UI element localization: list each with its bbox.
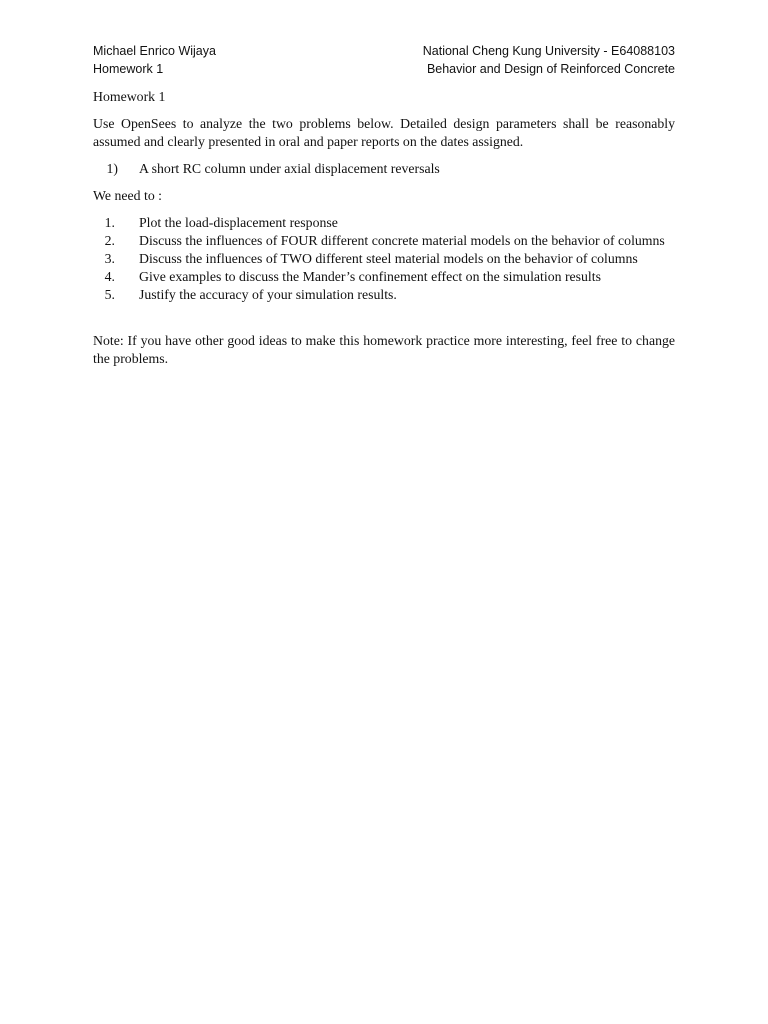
problem-number: 1) [106, 161, 118, 176]
task-item [93, 214, 675, 232]
task-number: 1. [104, 215, 115, 230]
header-row-top [93, 43, 675, 61]
task-text: Discuss the influences of TWO different steel material models on the behavior of columns [139, 251, 638, 266]
author-name: Michael Enrico Wijaya [93, 44, 216, 58]
task-text: Discuss the influences of FOUR different concrete material models on the behavior of columns [139, 233, 665, 248]
task-number: 2. [104, 233, 115, 248]
task-item [93, 250, 675, 268]
document-body [93, 88, 675, 368]
task-text: Justify the accuracy of your simulation results. [139, 287, 397, 302]
tasks-intro: We need to : [93, 188, 162, 203]
header-row-bottom [93, 61, 675, 79]
problem-item [93, 160, 675, 178]
intro-paragraph: Use OpenSees to analyze the two problems below. Detailed design parameters shall be reasonably assumed and clearly presented in oral and paper reports on the dates assigned. [93, 116, 675, 149]
task-number: 4. [104, 269, 115, 284]
page-header [93, 43, 675, 78]
task-item [93, 232, 675, 250]
task-text: Plot the load-displacement response [139, 215, 338, 230]
task-list [93, 214, 675, 304]
assignment-heading: Homework 1 [93, 89, 166, 104]
course-name: Behavior and Design of Reinforced Concrete [426, 61, 675, 76]
problem-text: A short RC column under axial displacement reversals [139, 161, 440, 176]
task-number: 3. [104, 251, 115, 266]
task-text: Give examples to discuss the Mander’s confinement effect on the simulation results [139, 269, 601, 284]
university-id: National Cheng Kung University - E64088103 [422, 44, 675, 58]
note-paragraph: Note: If you have other good ideas to make this homework practice more interesting, feel free to change the problems. [93, 333, 675, 366]
task-number: 5. [104, 287, 115, 302]
document-label: Homework 1 [93, 61, 164, 76]
task-item [93, 268, 675, 286]
problem-list [93, 160, 675, 178]
task-item [93, 286, 675, 304]
